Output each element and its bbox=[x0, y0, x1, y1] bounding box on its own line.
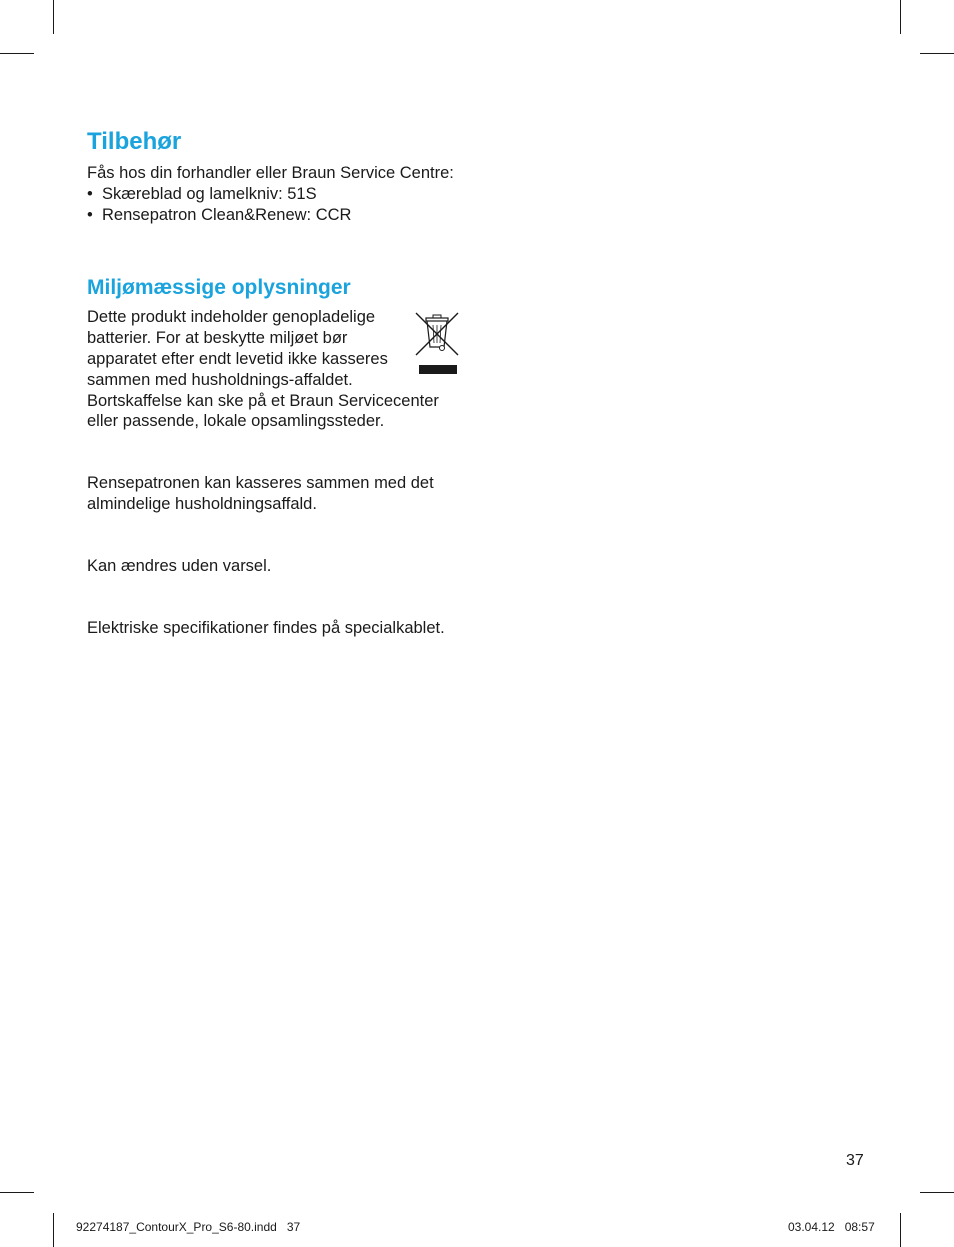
list-item: • Skæreblad og lamelkniv: 51S bbox=[87, 184, 317, 203]
environment-paragraph: Dette produkt indeholder genopladelige batterier. For at beskytte miljøet bør apparatet efter endt levetid ikke kasseres sammen med husholdnings-affaldet. Bortskaffelse kan ske på et Braun Servicecenter eller passende, lokale opsamlingssteder. bbox=[87, 308, 439, 431]
slug-file: 92274187_ContourX_Pro_S6-80.indd 37 bbox=[76, 1220, 301, 1234]
environment-heading: Miljømæssige oplysninger bbox=[87, 276, 351, 300]
crop-mark bbox=[920, 53, 954, 54]
crop-mark bbox=[53, 1213, 54, 1247]
environment-block bbox=[87, 307, 457, 432]
list-item: • Rensepatron Clean&Renew: CCR bbox=[87, 205, 352, 224]
crop-mark bbox=[920, 1192, 954, 1193]
page-number: 37 bbox=[846, 1152, 864, 1169]
slug-date: 03.04.12 08:57 bbox=[788, 1220, 875, 1234]
accessories-heading: Tilbehør bbox=[87, 128, 182, 155]
accessories-intro: Fås hos din forhandler eller Braun Service Centre: bbox=[87, 164, 454, 182]
crop-mark bbox=[53, 0, 54, 34]
note-cartridge: Rensepatronen kan kasseres sammen med det almindelige husholdningsaffald. bbox=[87, 474, 434, 513]
weee-crossed-bin-icon bbox=[413, 311, 461, 379]
note-electrical: Elektriske specifikationer findes på specialkablet. bbox=[87, 618, 445, 637]
crop-mark bbox=[900, 0, 901, 34]
crop-mark bbox=[0, 53, 34, 54]
content-column bbox=[87, 124, 457, 638]
crop-mark bbox=[0, 1192, 34, 1193]
crop-mark bbox=[900, 1213, 901, 1247]
accessories-list bbox=[87, 184, 457, 226]
note-change: Kan ændres uden varsel. bbox=[87, 556, 272, 575]
